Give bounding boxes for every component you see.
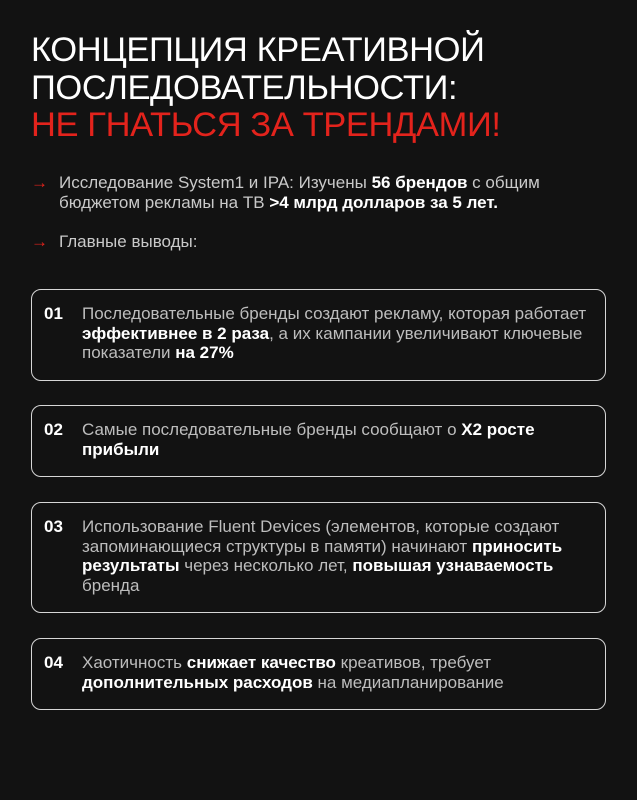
highlight: X2 росте прибыли — [82, 420, 535, 459]
highlight: эффективнее в 2 раза — [82, 323, 270, 343]
card-number: 01 — [44, 304, 63, 323]
arrow-right-icon: → — [31, 173, 48, 192]
highlight: 56 брендов — [371, 173, 468, 192]
card-number: 03 — [44, 517, 63, 536]
card-text: Использование Fluent Devices (элементов, которые создают запоминающиеся структуры в памяти) начинают приносить результаты через несколько лет, повышая узнаваемость бренда — [82, 517, 563, 595]
card-text: Хаотичность снижает качество креативов, требует дополнительных расходов на медиапланирование — [82, 653, 504, 692]
highlight: >4 млрд долларов за 5 лет. — [269, 193, 498, 212]
highlight: приносить результаты — [82, 536, 563, 575]
card-text: Последовательные бренды создают рекламу, которая работает эффективнее в 2 раза, а их кампании увеличивают ключевые показатели на 27% — [82, 304, 587, 362]
title-line-2: ПОСЛЕДОВАТЕЛЬНОСТИ: — [31, 68, 458, 107]
highlight: на 27% — [175, 343, 234, 362]
finding-card-02 — [31, 405, 606, 477]
bullet-research — [31, 173, 591, 213]
highlight: дополнительных расходов — [82, 672, 313, 692]
finding-card-04 — [31, 638, 606, 710]
highlight: снижает качество — [186, 653, 336, 672]
title-accent-line: НЕ ГНАТЬСЯ ЗА ТРЕНДАМИ! — [31, 106, 501, 144]
finding-card-01 — [31, 289, 606, 381]
finding-card-03 — [31, 502, 606, 613]
page-title — [31, 32, 611, 145]
bullet-research-text: Исследование System1 и IPA: Изучены 56 брендов с общим бюджетом рекламы на ТВ >4 млрд долларов за 5 лет. — [59, 173, 540, 212]
bullet-conclusions-text: Главные выводы: — [59, 232, 198, 251]
title-line-1: КОНЦЕПЦИЯ КРЕАТИВНОЙ — [31, 31, 485, 69]
card-text: Самые последовательные бренды сообщают о X2 росте прибыли — [82, 420, 535, 459]
highlight: повышая узнаваемость — [352, 556, 554, 575]
card-number: 02 — [44, 420, 63, 439]
card-number: 04 — [44, 653, 63, 672]
bullet-conclusions — [31, 232, 591, 252]
arrow-right-icon: → — [31, 232, 48, 251]
